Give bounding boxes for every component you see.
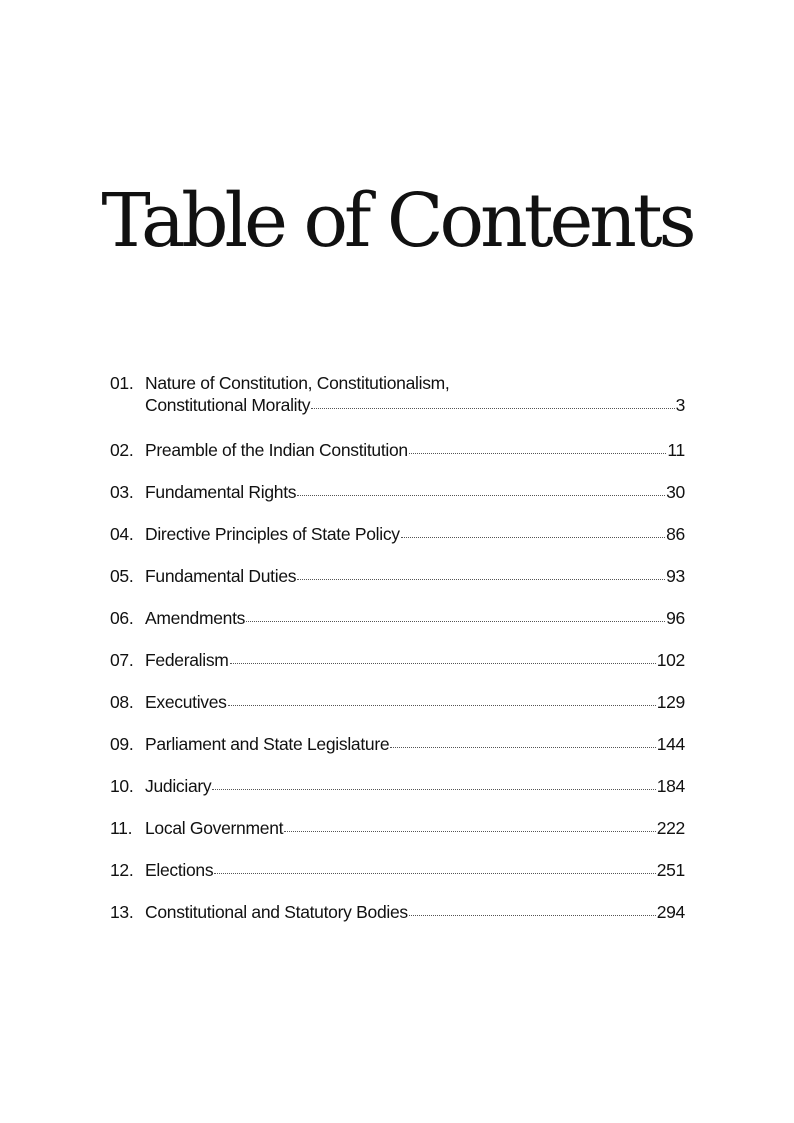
toc-entry-13[interactable] <box>110 901 685 923</box>
toc-entry-01[interactable] <box>110 372 685 416</box>
toc-entry-page: 184 <box>656 776 685 796</box>
toc-entry-page: 144 <box>656 734 685 754</box>
toc-entry-10[interactable] <box>110 775 685 797</box>
toc-entry-title: Fundamental Rights <box>145 482 297 502</box>
toc-entry-02[interactable] <box>110 439 685 461</box>
toc-entry-title: Elections <box>145 860 214 880</box>
toc-entry-11[interactable] <box>110 817 685 839</box>
toc-entry-title: Executives <box>145 692 227 712</box>
toc-entry-number: 10. <box>110 776 134 796</box>
toc-entry-title: Directive Principles of State Policy <box>145 524 400 544</box>
toc-entry-number: 04. <box>110 524 134 544</box>
toc-entry-page: 11 <box>667 440 685 460</box>
toc-entry-title: Preamble of the Indian Constitution <box>145 440 408 460</box>
toc-entry-number: 09. <box>110 734 134 754</box>
toc-entry-03[interactable] <box>110 481 685 503</box>
toc-entry-title: Judiciary <box>145 776 212 796</box>
toc-entry-number: 01. <box>110 373 134 393</box>
toc-entry-page: 294 <box>656 902 685 922</box>
toc-entry-title: Amendments <box>145 608 246 628</box>
toc-entry-number: 02. <box>110 440 134 460</box>
toc-entry-09[interactable] <box>110 733 685 755</box>
dot-leader <box>212 789 655 790</box>
toc-entry-number: 08. <box>110 692 134 712</box>
toc-entry-title: Federalism <box>145 650 229 670</box>
toc-entry-08[interactable] <box>110 691 685 713</box>
toc-entry-page: 3 <box>675 395 685 415</box>
toc-entry-12[interactable] <box>110 859 685 881</box>
toc-entry-title: Fundamental Duties <box>145 566 297 586</box>
toc-entry-title: Parliament and State Legislature <box>145 734 390 754</box>
toc-entry-number: 12. <box>110 860 134 880</box>
dot-leader <box>297 579 665 580</box>
dot-leader <box>390 747 655 748</box>
toc-entry-page: 30 <box>666 482 685 502</box>
page-title: Table of Contents <box>101 178 693 264</box>
dot-leader <box>228 705 656 706</box>
toc-entry-07[interactable] <box>110 649 685 671</box>
toc-entry-number: 13. <box>110 902 134 922</box>
dot-leader <box>297 495 665 496</box>
toc-entry-number: 03. <box>110 482 134 502</box>
dot-leader <box>230 663 656 664</box>
toc-entry-number: 05. <box>110 566 134 586</box>
toc-entry-title: Local Government <box>145 818 284 838</box>
dot-leader <box>409 915 656 916</box>
dot-leader <box>214 873 655 874</box>
toc-entry-title: Constitutional Morality <box>145 395 311 415</box>
toc-entry-04[interactable] <box>110 523 685 545</box>
toc-entry-title: Constitutional and Statutory Bodies <box>145 902 408 922</box>
dot-leader <box>284 831 655 832</box>
dot-leader <box>409 453 667 454</box>
toc-entry-page: 251 <box>656 860 685 880</box>
toc-entry-05[interactable] <box>110 565 685 587</box>
toc-entry-page: 93 <box>666 566 685 586</box>
dot-leader <box>401 537 665 538</box>
toc-entry-page: 222 <box>656 818 685 838</box>
dot-leader <box>246 621 665 622</box>
toc-entry-06[interactable] <box>110 607 685 629</box>
toc-entry-number: 07. <box>110 650 134 670</box>
toc-entry-number: 06. <box>110 608 134 628</box>
toc-entry-page: 86 <box>666 524 685 544</box>
toc-entry-page: 129 <box>656 692 685 712</box>
toc-entry-title-line1: Nature of Constitution, Constitutionalism, <box>145 373 450 393</box>
toc-entry-page: 96 <box>666 608 685 628</box>
dot-leader <box>311 408 674 409</box>
toc-entry-number: 11. <box>110 818 133 838</box>
toc-entry-page: 102 <box>656 650 685 670</box>
